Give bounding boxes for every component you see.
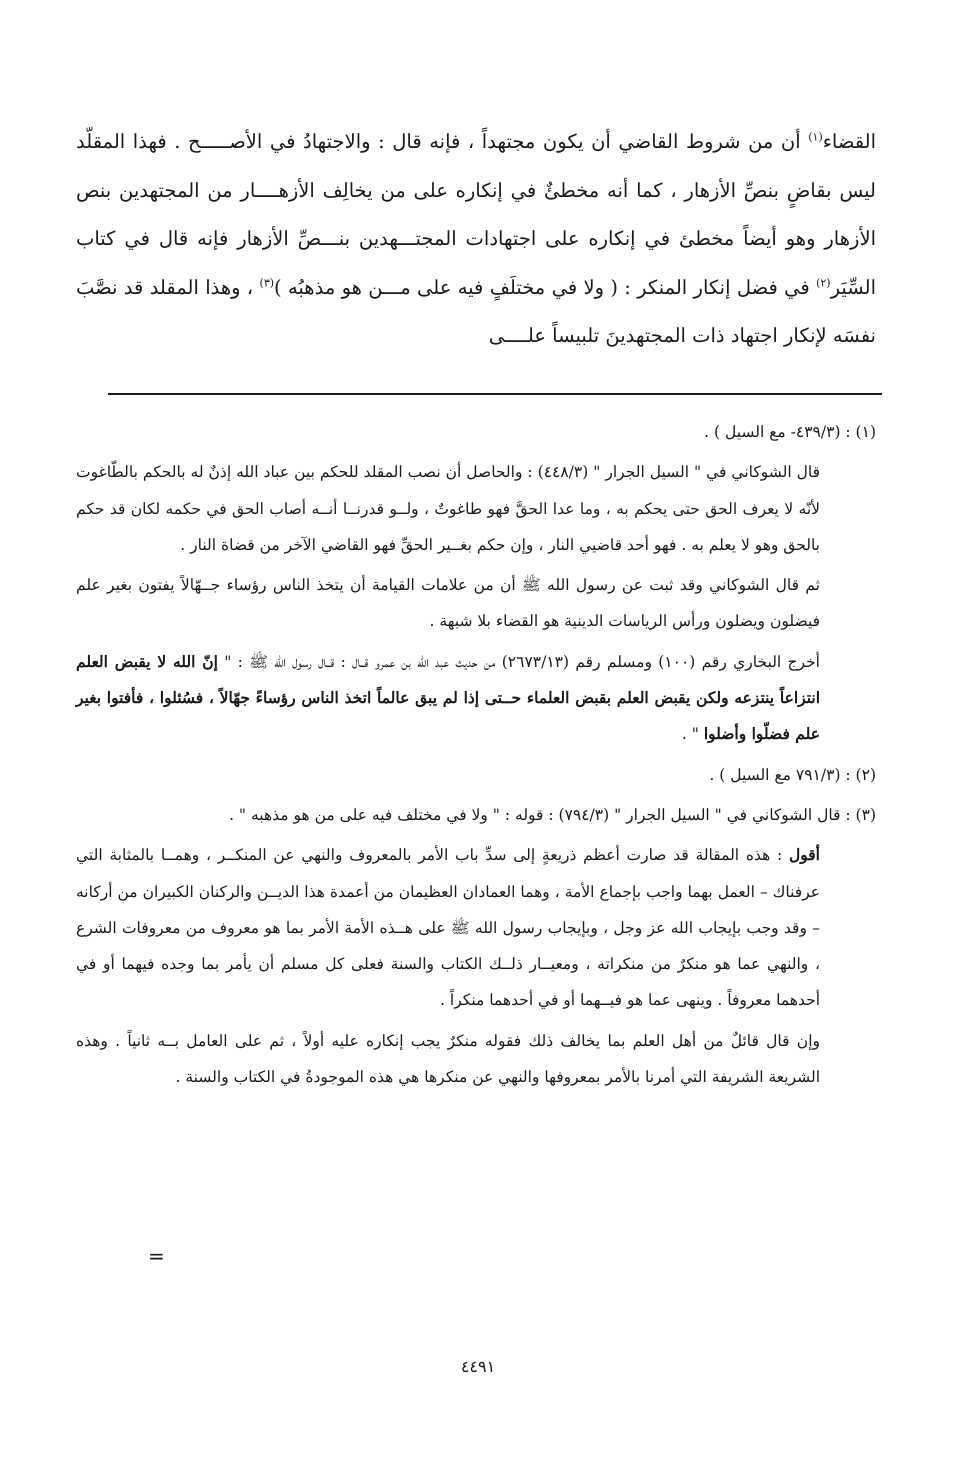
- page-number: ٤٤٩١: [460, 1357, 496, 1376]
- main-text-run: أن من شروط القاضي أن يكون مجتهداً ، فإنه قال : والاجتهادُ في الأصـــــح . فهذا المقلّد ليس بقاضٍ بنصِّ الأزهار ، كما أنه مخطئٌ في إنكاره على من يخالِف الأزهــــار من المجتهدين بنص الأزهار وهو أيضاً مخطئ في إنكاره على اجتهادات المجتـــهدين بنـــصِّ الأزهار فإنه قال في كتاب السِّيَر: [76, 130, 876, 299]
- continuation-mark: =: [148, 1244, 165, 1268]
- main-text: [76, 118, 876, 361]
- hadith-text: إنّ الله لا يقبض العلم انتزاعاً ينتزعه ولكن يقبض العلم بقبض العلماء حــتى إذا لم يبق عالماً اتخذ الناس رؤساءً جهّالاً ، فسُئلوا ، فأفتوا بغير علم فضلّوا وأضلوا: [76, 651, 820, 744]
- footnote-marker: (٣): [259, 276, 275, 289]
- aqulu-label: أقول: [789, 845, 820, 865]
- footnote-marker: (١): [808, 130, 823, 144]
- main-text-run: القضاء: [822, 130, 876, 153]
- footnote-1-ref: (١) : (٤٣٩/٣- مع السيل ) .: [704, 423, 876, 441]
- footnote-3-text: : هذه المقالة قد صارت أعظم ذريعةٍ إلى سدِّ باب الأمر بالمعروف والنهي عن المنكــر ، وهمــا بالمثابة التي عرفناك – العمل بهما واجب بإجماع الأمة ، وهما العمادان العظيمان من أعمدة هذا الديــن والركنان الكبيران من أركانه – وقد وجب بإيجاب الله عز وجل ، وبإيجاب رسول الله ﷺ على هــذه الأمة الأمر بما هو معروف من معروفات الشرع ، والنهي عما هو منكرٌ من منكراته ، ومعيــار ذلــك الكتاب والسنة فعلى كل مسلم أن يأمر بما وجده فيهما أو في أحدهما معروفاً . وينهى عما هو فيــهما أو في أحدهما منكراً .: [76, 846, 820, 1010]
- hadith-close: " .: [681, 725, 704, 744]
- hadith-intro: أخرج البخاري رقم (١٠٠) ومسلم رقم (٢٦٧٣/١٣) من حديث عبد الله بن عمرو قــال : قــال رسول الله ﷺ : ": [217, 652, 820, 671]
- main-text-run: ، وهذا المقلد قد نصَّبَ نفسَه لإنكار اجتهاد ذات المجتهدينَ تلبيساً علــــى: [76, 275, 876, 347]
- footnote-2-ref: (٢) : (٧٩١/٣ مع السيل ) .: [709, 765, 876, 784]
- main-paragraph: [76, 118, 876, 361]
- footnote-1-hadith: [76, 644, 876, 753]
- footnotes: [76, 414, 876, 1095]
- main-text-run: في فضل إنكار المنكر : ( ولا في مختلَفٍ فيه على مـــن هو مذهبُه ): [274, 275, 817, 299]
- footnote-3-ref: (٣) : قال الشوكاني في " السيل الجرار " (٧٩٤/٣) : قوله : " ولا في مختلف فيه على من هو مذهبه " .: [229, 805, 876, 824]
- footnote-1-paragraph: ثم قال الشوكاني وقد ثبت عن رسول الله ﷺ أن من علامات القيامة أن يتخذ الناس رؤساء جــهّالاً يفتون بغير علم فيضلون ويضلون ورأس الرياسات الدينية هو القضاء بلا شبهة .: [76, 576, 820, 631]
- footnote-1-paragraph: قال الشوكاني في " السيل الجرار " (٤٤٨/٣) : والحاصل أن نصب المقلد للحكم بين عباد الله إذنٌ له بالحكم بالطّاغوت لأنّه لا يعرف الحق حتى يحكم به ، وما عدا الحقَّ فهو طاغوتٌ ، ولــو قدرنــا أنــه أصاب الحق في حكمه لكان قد حكم بالحق وهو لا يعلم به . فهو أحد قاضيي النار ، وإن حكم بغــير الحقِّ فهو القاضي الآخر من قضاة النار .: [76, 463, 821, 554]
- footnote-3-paragraph: وإن قال قائلٌ من أهل العلم بما يخالف ذلك فقوله منكرٌ يجب إنكاره عليه أولاً ، ثم على العامل بــه ثانياً . وهذه الشريعة الشريفة التي أمرنا بالأمر بمعروفها والنهي عن منكرها هي هذه الموجودةُ في الكتاب والسنة .: [76, 1031, 820, 1087]
- footnote-marker: (٢): [816, 276, 831, 289]
- footnote-3-paragraph: [76, 837, 876, 1018]
- footnote-separator: [108, 393, 882, 395]
